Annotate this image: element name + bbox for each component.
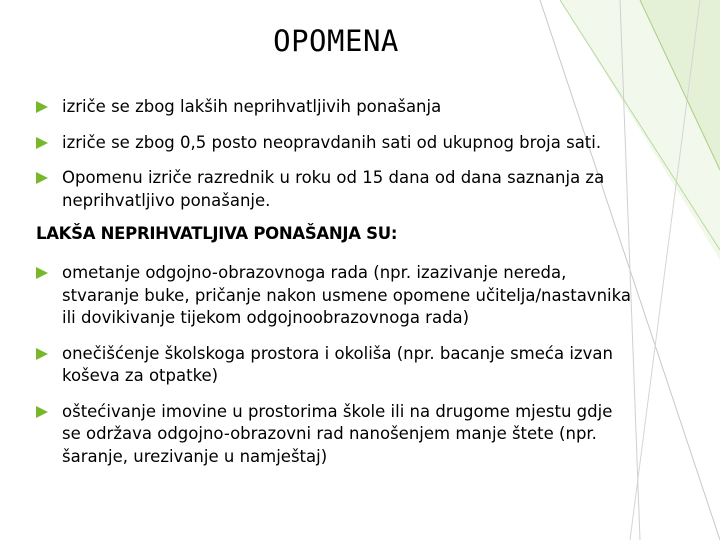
triangle-bullet-icon: [36, 137, 48, 149]
triangle-bullet-icon: [36, 406, 48, 418]
section-subheading: LAKŠA NEPRIHVATLJIVA PONAŠANJA SU:: [36, 224, 398, 243]
list-item-text: izriče se zbog lakših neprihvatljivih ponašanja: [62, 97, 442, 116]
list-item-text: izriče se zbog 0,5 posto neopravdanih sati od ukupnog broja sati.: [62, 132, 602, 152]
list-item: [36, 262, 636, 330]
list-item: [36, 96, 636, 119]
slide-title: OPOMENA: [273, 24, 399, 58]
triangle-bullet-icon: [36, 267, 48, 279]
triangle-bullet-icon: [36, 348, 48, 360]
list-item: [36, 343, 636, 388]
list-item-text: ometanje odgojno-obrazovnoga rada (npr. izazivanje nereda, stvaranje buke, pričanje nakon usmene opomene učitelja/nastavnika ili dovikivanje tijekom odgojnoobrazovnoga rada): [62, 263, 631, 327]
list-item-text: Opomenu izriče razrednik u roku od 15 dana od dana saznanja za neprihvatljivo ponašanje.: [62, 168, 605, 210]
list-item: [36, 132, 636, 155]
list-item-text: oštećivanje imovine u prostorima škole ili na drugome mjestu gdje se održava odgojno-obrazovni rad nanošenjem manje štete (npr. šaranje, urezivanje u namještaj): [62, 401, 613, 466]
triangle-bullet-icon: [36, 172, 48, 184]
top-bullet-list: [36, 96, 636, 225]
list-item: [36, 167, 636, 212]
list-item-text: onečišćenje školskoga prostora i okoliša (npr. bacanje smeća izvan koševa za otpatke): [62, 343, 613, 385]
list-item: [36, 401, 636, 469]
triangle-bullet-icon: [36, 101, 48, 113]
bottom-bullet-list: [36, 262, 636, 481]
